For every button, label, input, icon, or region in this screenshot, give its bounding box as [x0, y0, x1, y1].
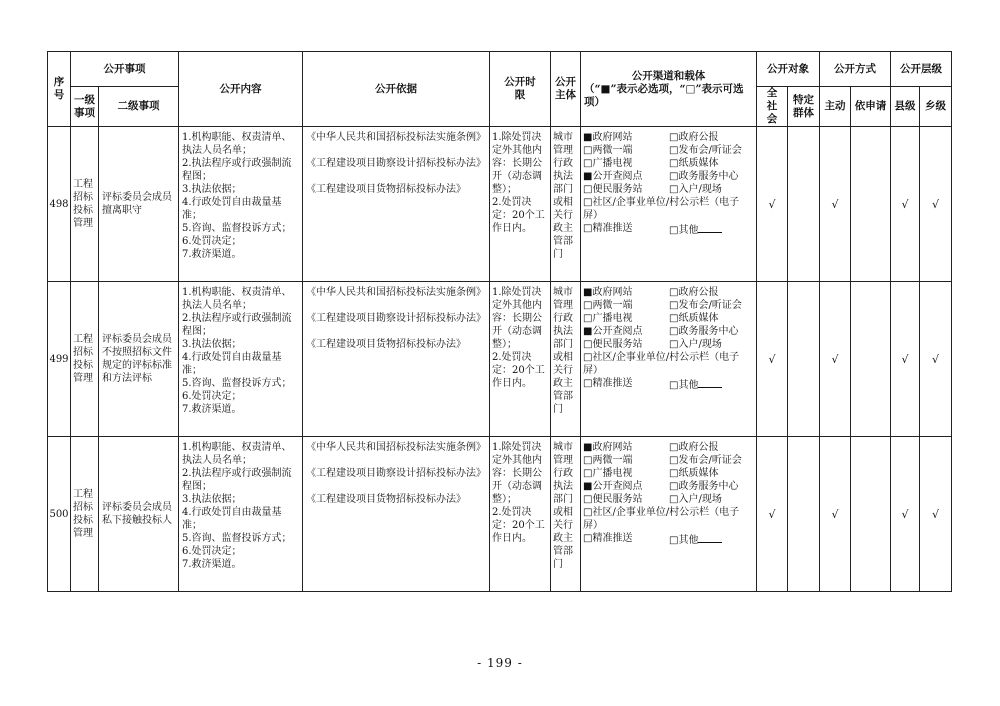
channel-option: ■政府网站: [583, 287, 633, 298]
header-target: 公开对象: [757, 52, 820, 87]
content-line: 2.执法程序或行政强制流程图；: [182, 468, 292, 492]
time-limit-line: 2.处罚决定：20个工作日内。: [492, 197, 545, 234]
fill-in-blank: [698, 532, 722, 543]
check-target-all: √: [757, 437, 788, 592]
row-channels: [581, 282, 757, 437]
check-level-town: √: [920, 437, 952, 592]
header-level-town: 乡级: [920, 87, 952, 127]
content-line: 2.执法程序或行政强制流程图；: [182, 313, 292, 337]
channel-option: □入户/现场: [669, 494, 722, 505]
content-line: 4.行政处罚自由裁量基准；: [182, 197, 282, 221]
channel-option: □发布会/听证会: [669, 300, 742, 311]
channel-option: ■政府网站: [583, 442, 633, 453]
row-level1: 工程招标投标管理: [71, 127, 99, 282]
basis-line: 《工程建设项目勘察设计招标投标办法》: [306, 158, 486, 169]
row-subject: 城市管理行政执法部门或相关行政主管部门: [551, 282, 581, 437]
channel-option: □政府公报: [669, 287, 719, 298]
basis-line: 《中华人民共和国招标投标法实施条例》: [306, 442, 486, 453]
row-time-limit: [490, 127, 551, 282]
header-content: 公开内容: [179, 52, 303, 127]
time-limit-line: 1.除处罚决定外其他内容：长期公开（动态调整）；: [492, 132, 542, 195]
table-row: [48, 127, 952, 282]
header-level2: 二级事项: [99, 87, 179, 127]
content-line: 5.咨询、监督投诉方式；: [182, 533, 292, 544]
header-matter: 公开事项: [71, 52, 179, 87]
channel-option: □便民服务站: [583, 184, 643, 195]
check-target-specific: [788, 437, 820, 592]
header-channel: [581, 52, 757, 127]
content-line: 3.执法依据；: [182, 494, 242, 505]
basis-line: 《工程建设项目货物招标投标办法》: [306, 184, 466, 195]
channel-option: □政务服务中心: [669, 481, 739, 492]
channel-option: □发布会/听证会: [669, 455, 742, 466]
time-limit-line: 2.处罚决定：20个工作日内。: [492, 352, 545, 389]
check-level-town: √: [920, 282, 952, 437]
content-line: 4.行政处罚自由裁量基准；: [182, 352, 282, 376]
header-target-all: 全社会: [757, 87, 788, 127]
row-channels: [581, 437, 757, 592]
check-mode-apply: [851, 127, 891, 282]
time-limit-line: 2.处罚决定：20个工作日内。: [492, 507, 545, 544]
disclosure-table: [47, 51, 952, 592]
time-limit-line: 1.除处罚决定外其他内容：长期公开（动态调整）；: [492, 442, 542, 505]
content-line: 5.咨询、监督投诉方式；: [182, 223, 292, 234]
channel-option: ■公开查阅点: [583, 481, 643, 492]
channel-option: □政务服务中心: [669, 171, 739, 182]
header-level-county: 县级: [891, 87, 920, 127]
channel-option: □两微一端: [583, 145, 633, 156]
content-line: 5.咨询、监督投诉方式；: [182, 378, 292, 389]
channel-option: □纸质媒体: [669, 313, 719, 324]
channel-option: □广播电视: [583, 158, 633, 169]
basis-line: 《工程建设项目勘察设计招标投标办法》: [306, 313, 486, 324]
row-basis: [303, 437, 490, 592]
channel-option: □精准推送: [583, 378, 633, 389]
header-level: 公开层级: [891, 52, 952, 87]
channel-option: □政府公报: [669, 132, 719, 143]
header-seq: 序号: [48, 52, 71, 127]
row-seq: 500: [48, 437, 71, 592]
check-mode-apply: [851, 437, 891, 592]
content-line: 6.处罚决定；: [182, 546, 242, 557]
check-mode-active: √: [820, 437, 851, 592]
header-target-specific: 特定群体: [788, 87, 820, 127]
check-mode-active: √: [820, 127, 851, 282]
row-level2: 评标委员会成员不按照招标文件规定的评标标准和方法评标: [99, 282, 179, 437]
header-channel-title: 公开渠道和载体: [631, 69, 706, 82]
channel-option: □政府公报: [669, 442, 719, 453]
header-channel-note: （“■”表示必选项，“□”表示可选项）: [584, 82, 744, 108]
content-line: 6.处罚决定；: [182, 236, 242, 247]
row-content: [179, 127, 303, 282]
channel-option: □精准推送: [583, 223, 633, 234]
header-mode: 公开方式: [820, 52, 891, 87]
check-mode-active: √: [820, 282, 851, 437]
channel-option: □社区/企事业单位/村公示栏（电子屏）: [583, 507, 740, 531]
channel-option: □社区/企事业单位/村公示栏（电子屏）: [583, 352, 740, 376]
header-level1: 一级事项: [71, 87, 99, 127]
channel-option: ■公开查阅点: [583, 326, 643, 337]
check-level-county: √: [891, 437, 920, 592]
channel-option: □入户/现场: [669, 184, 722, 195]
channel-option: □便民服务站: [583, 494, 643, 505]
channel-option: □政务服务中心: [669, 326, 739, 337]
row-subject: 城市管理行政执法部门或相关行政主管部门: [551, 127, 581, 282]
table-row: [48, 437, 952, 592]
basis-line: 《工程建设项目货物招标投标办法》: [306, 494, 466, 505]
content-line: 7.救济渠道。: [182, 404, 242, 415]
row-level1: 工程招标投标管理: [71, 437, 99, 592]
row-basis: [303, 127, 490, 282]
row-subject: 城市管理行政执法部门或相关行政主管部门: [551, 437, 581, 592]
fill-in-blank: [698, 222, 722, 233]
channel-option: □纸质媒体: [669, 158, 719, 169]
channel-option: □其他: [669, 535, 699, 546]
row-level2: 评标委员会成员私下接触投标人: [99, 437, 179, 592]
content-line: 6.处罚决定；: [182, 391, 242, 402]
channel-option: □发布会/听证会: [669, 145, 742, 156]
channel-option: □两微一端: [583, 300, 633, 311]
content-line: 7.救济渠道。: [182, 559, 242, 570]
channel-option: □广播电视: [583, 468, 633, 479]
row-channels: [581, 127, 757, 282]
content-line: 1.机构职能、权责清单、执法人员名单；: [182, 442, 292, 466]
content-line: 3.执法依据；: [182, 339, 242, 350]
header-subject: 公开主体: [551, 52, 581, 127]
table-row: [48, 282, 952, 437]
channel-option: ■公开查阅点: [583, 171, 643, 182]
channel-option: □便民服务站: [583, 339, 643, 350]
basis-line: 《工程建设项目货物招标投标办法》: [306, 339, 466, 350]
row-time-limit: [490, 282, 551, 437]
content-line: 1.机构职能、权责清单、执法人员名单；: [182, 287, 292, 311]
check-target-all: √: [757, 127, 788, 282]
row-content: [179, 282, 303, 437]
page-number: - 199 -: [477, 656, 523, 670]
channel-option: □其他: [669, 225, 699, 236]
time-limit-line: 1.除处罚决定外其他内容：长期公开（动态调整）；: [492, 287, 542, 350]
channel-option: □广播电视: [583, 313, 633, 324]
header-mode-active: 主动: [820, 87, 851, 127]
row-basis: [303, 282, 490, 437]
channel-option: ■政府网站: [583, 132, 633, 143]
check-level-county: √: [891, 282, 920, 437]
basis-line: 《中华人民共和国招标投标法实施条例》: [306, 132, 486, 143]
fill-in-blank: [698, 377, 722, 388]
row-seq: 499: [48, 282, 71, 437]
channel-option: □两微一端: [583, 455, 633, 466]
basis-line: 《工程建设项目勘察设计招标投标办法》: [306, 468, 486, 479]
row-seq: 498: [48, 127, 71, 282]
check-mode-apply: [851, 282, 891, 437]
channel-option: □其他: [669, 380, 699, 391]
check-target-specific: [788, 127, 820, 282]
content-line: 2.执法程序或行政强制流程图；: [182, 158, 292, 182]
header-mode-apply: 依申请: [851, 87, 891, 127]
row-content: [179, 437, 303, 592]
check-level-town: √: [920, 127, 952, 282]
channel-option: □纸质媒体: [669, 468, 719, 479]
header-basis: 公开依据: [303, 52, 490, 127]
content-line: 3.执法依据；: [182, 184, 242, 195]
header-time-limit: 公开时限: [490, 52, 551, 127]
content-line: 1.机构职能、权责清单、执法人员名单；: [182, 132, 292, 156]
row-level1: 工程招标投标管理: [71, 282, 99, 437]
row-time-limit: [490, 437, 551, 592]
content-line: 7.救济渠道。: [182, 249, 242, 260]
content-line: 4.行政处罚自由裁量基准；: [182, 507, 282, 531]
check-level-county: √: [891, 127, 920, 282]
channel-option: □入户/现场: [669, 339, 722, 350]
check-target-all: √: [757, 282, 788, 437]
basis-line: 《中华人民共和国招标投标法实施条例》: [306, 287, 486, 298]
check-target-specific: [788, 282, 820, 437]
row-level2: 评标委员会成员擅离职守: [99, 127, 179, 282]
channel-option: □精准推送: [583, 533, 633, 544]
channel-option: □社区/企事业单位/村公示栏（电子屏）: [583, 197, 740, 221]
